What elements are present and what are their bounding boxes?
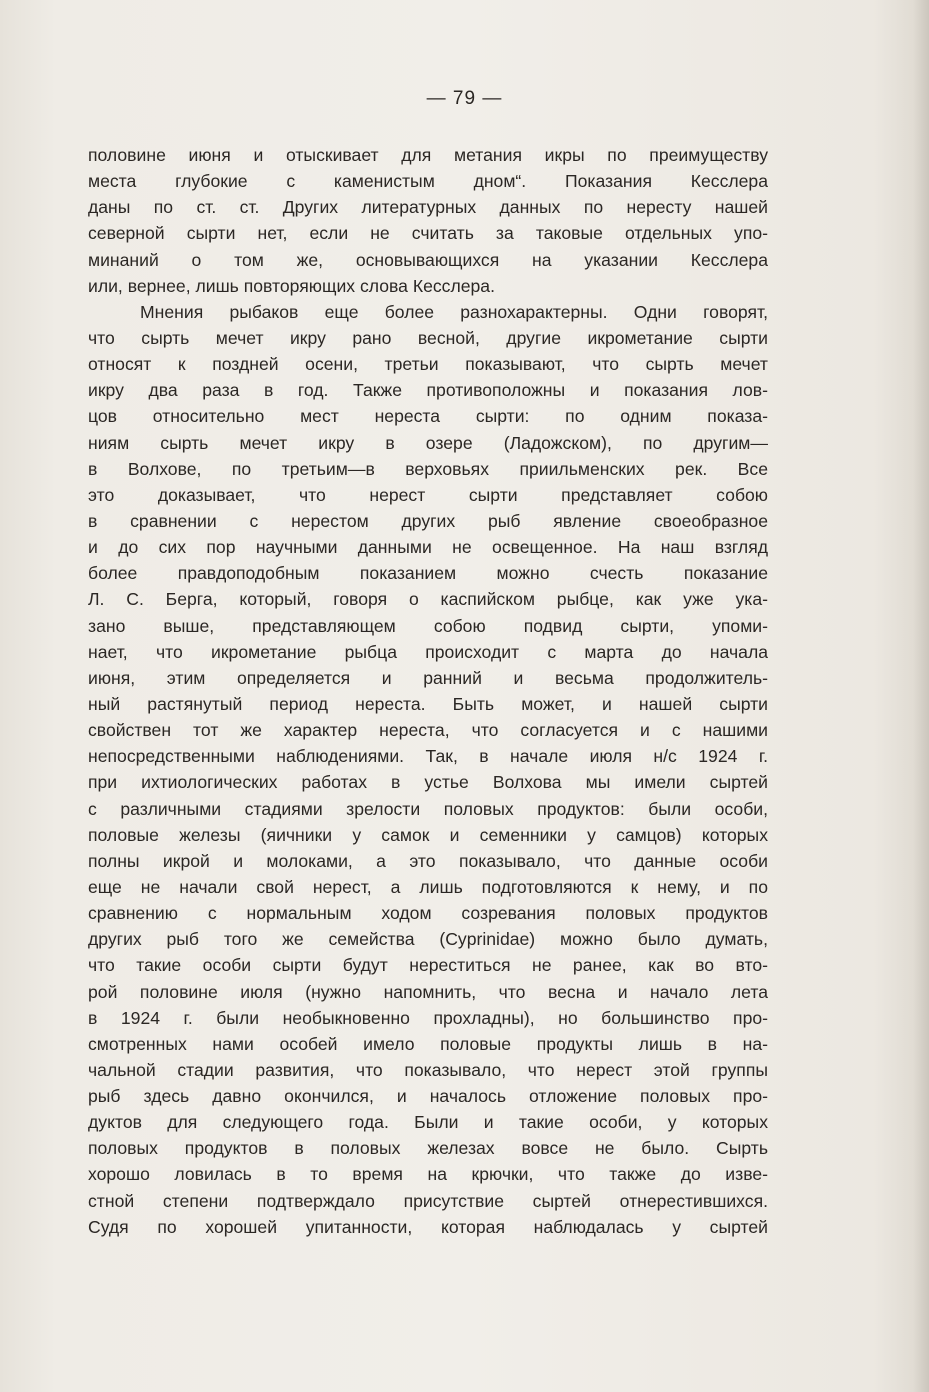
text-line: с различными стадиями зрелости половых продуктов: были особи, bbox=[88, 798, 768, 819]
paragraph-start-line: Мнения рыбаков еще более разнохарактерны. Одни говорят, bbox=[140, 301, 768, 322]
text-line: более правдоподобным показанием можно счесть показание bbox=[88, 563, 768, 584]
text-line: Судя по хорошей упитанности, которая наблюдалась у сыртей bbox=[88, 1216, 768, 1237]
text-line: цов относительно мест нереста сырти: по одним показа- bbox=[88, 406, 768, 427]
text-line: июня, этим определяется и ранний и весьма продолжитель- bbox=[88, 667, 768, 688]
text-line: рыб здесь давно окончился, и началось отложение половых про- bbox=[88, 1086, 768, 1107]
text-line: даны по ст. ст. Других литературных данных по нересту нашей bbox=[88, 197, 768, 218]
text-line: других рыб того же семейства (Cyprinidae) можно было думать, bbox=[88, 929, 768, 950]
text-line: ный растянутый период нереста. Быть может, и нашей сырти bbox=[88, 693, 768, 714]
page-edge-shadow bbox=[913, 0, 929, 1392]
text-line: или, вернее, лишь повторяющих слова Кесслера. bbox=[88, 275, 495, 296]
text-line: что сырть мечет икру рано весной, другие икрометание сырти bbox=[88, 327, 768, 348]
text-line: в Волхове, по третьим—в верховьях приильменских рек. Все bbox=[88, 458, 768, 479]
text-line: дуктов для следующего года. Были и такие особи, у которых bbox=[88, 1112, 768, 1133]
text-line: непосредственными наблюдениями. Так, в начале июля н/с 1924 г. bbox=[88, 746, 768, 767]
text-line: свойствен тот же характер нереста, что согласуется и с нашими bbox=[88, 720, 768, 741]
text-line: полны икрой и молоками, а это показывало, что данные особи bbox=[88, 850, 768, 871]
text-line: смотренных нами особей имело половые продукты лишь в на- bbox=[88, 1033, 768, 1054]
text-line: хорошо ловилась в то время на крючки, что также до изве- bbox=[88, 1164, 768, 1185]
text-line: половые железы (яичники у самок и семенники у самцов) которых bbox=[88, 824, 768, 845]
text-line: половине июня и отыскивает для метания икры по преимуществу bbox=[88, 145, 768, 165]
text-line: при ихтиологических работах в устье Волхова мы имели сыртей bbox=[88, 772, 768, 793]
text-line: что такие особи сырти будут нереститься не ранее, как во вто- bbox=[88, 955, 768, 976]
text-line: ниям сырть мечет икру в озере (Ладожском), по другим— bbox=[88, 432, 768, 453]
text-line: зано выше, представляющем собою подвид сырти, упоми- bbox=[88, 615, 768, 636]
text-line: чальной стадии развития, что показывало, что нерест этой группы bbox=[88, 1059, 768, 1080]
text-line: это доказывает, что нерест сырти представляет собою bbox=[88, 484, 768, 505]
text-line: в сравнении с нерестом других рыб явление своеобразное bbox=[88, 510, 768, 531]
text-line: минаний о том же, основывающихся на указании Кесслера bbox=[88, 249, 768, 270]
text-line: относят к поздней осени, третьи показывают, что сырть мечет bbox=[88, 354, 768, 375]
body-text bbox=[88, 142, 768, 1240]
text-line: рой половине июля (нужно напомнить, что весна и начало лета bbox=[88, 981, 768, 1002]
text-line: еще не начали свой нерест, а лишь подготовляются к нему, и по bbox=[88, 876, 768, 897]
text-line: сравнению с нормальным ходом созревания половых продуктов bbox=[88, 903, 768, 924]
text-line: и до сих пор научными данными не освещенное. На наш взгляд bbox=[88, 537, 768, 558]
text-line: в 1924 г. были необыкновенно прохладны), но большинство про- bbox=[88, 1007, 768, 1028]
text-line: половых продуктов в половых железах вовсе не было. Сырть bbox=[88, 1138, 768, 1159]
text-line: нает, что икрометание рыбца происходит с марта до начала bbox=[88, 641, 768, 662]
text-line: Л. С. Берга, который, говоря о каспийском рыбце, как уже ука- bbox=[88, 589, 768, 610]
text-line: места глубокие с каменистым дном“. Показания Кесслера bbox=[88, 171, 768, 192]
text-line: стной степени подтверждало присутствие сыртей отнерестившихся. bbox=[88, 1190, 768, 1211]
text-line: северной сырти нет, если не считать за таковые отдельных упо- bbox=[88, 223, 768, 244]
page-number: — 79 — bbox=[426, 88, 503, 109]
text-line: икру два раза в год. Также противоположны и показания лов- bbox=[88, 380, 768, 401]
